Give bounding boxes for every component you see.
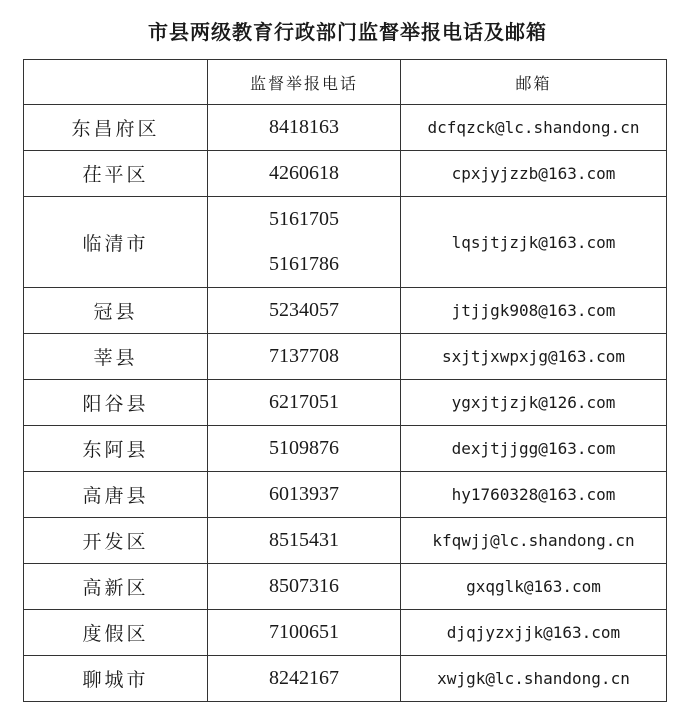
region-cell: 开发区 — [24, 518, 208, 564]
phone-cell — [208, 151, 401, 197]
email-cell: xwjgk@lc.shandong.cn — [401, 656, 667, 702]
header-phone: 监督举报电话 — [208, 60, 401, 105]
phone-number: 7100651 — [269, 621, 339, 643]
phone-number: 7137708 — [269, 345, 339, 367]
phone-cell — [208, 334, 401, 380]
email-cell: jtjjgk908@163.com — [401, 288, 667, 334]
region-cell: 度假区 — [24, 610, 208, 656]
table-body — [24, 105, 667, 702]
email-cell: gxqglk@163.com — [401, 564, 667, 610]
contact-table — [23, 59, 667, 702]
header-email: 邮箱 — [401, 60, 667, 105]
table-row — [24, 426, 667, 472]
phone-cell — [208, 472, 401, 518]
region-cell: 临清市 — [24, 197, 208, 288]
phone-number: 5161786 — [269, 253, 339, 275]
region-cell: 聊城市 — [24, 656, 208, 702]
region-cell: 东阿县 — [24, 426, 208, 472]
phone-number: 5109876 — [269, 437, 339, 459]
phone-number: 5161705 — [269, 208, 339, 230]
table-row — [24, 105, 667, 151]
region-cell: 阳谷县 — [24, 380, 208, 426]
phone-number: 6217051 — [269, 391, 339, 413]
phone-number: 8515431 — [269, 529, 339, 551]
phone-number: 8242167 — [269, 667, 339, 689]
region-cell: 高新区 — [24, 564, 208, 610]
table-row — [24, 380, 667, 426]
phone-cell — [208, 610, 401, 656]
table-row — [24, 334, 667, 380]
table-row — [24, 656, 667, 702]
region-cell: 莘县 — [24, 334, 208, 380]
region-cell: 东昌府区 — [24, 105, 208, 151]
phone-cell — [208, 380, 401, 426]
phone-cell — [208, 656, 401, 702]
header-region — [24, 60, 208, 105]
table-header-row — [24, 60, 667, 105]
region-cell: 高唐县 — [24, 472, 208, 518]
phone-cell — [208, 197, 401, 288]
table-row — [24, 197, 667, 288]
email-cell: ygxjtjzjk@126.com — [401, 380, 667, 426]
region-cell: 茌平区 — [24, 151, 208, 197]
phone-number: 8507316 — [269, 575, 339, 597]
email-cell: dexjtjjgg@163.com — [401, 426, 667, 472]
phone-number: 6013937 — [269, 483, 339, 505]
table-row — [24, 472, 667, 518]
phone-cell — [208, 105, 401, 151]
email-cell: sxjtjxwpxjg@163.com — [401, 334, 667, 380]
email-cell: kfqwjj@lc.shandong.cn — [401, 518, 667, 564]
email-cell: cpxjyjzzb@163.com — [401, 151, 667, 197]
table-row — [24, 518, 667, 564]
email-cell: dcfqzck@lc.shandong.cn — [401, 105, 667, 151]
table-row — [24, 151, 667, 197]
table-row — [24, 610, 667, 656]
email-cell: djqjyzxjjk@163.com — [401, 610, 667, 656]
phone-cell — [208, 518, 401, 564]
phone-cell — [208, 288, 401, 334]
phone-number: 4260618 — [269, 162, 339, 184]
page-title: 市县两级教育行政部门监督举报电话及邮箱 — [148, 20, 547, 44]
email-cell: hy1760328@163.com — [401, 472, 667, 518]
phone-cell — [208, 564, 401, 610]
phone-number: 8418163 — [269, 116, 339, 138]
phone-number: 5234057 — [269, 299, 339, 321]
region-cell: 冠县 — [24, 288, 208, 334]
email-cell: lqsjtjzjk@163.com — [401, 197, 667, 288]
phone-cell — [208, 426, 401, 472]
table-row — [24, 288, 667, 334]
table-row — [24, 564, 667, 610]
